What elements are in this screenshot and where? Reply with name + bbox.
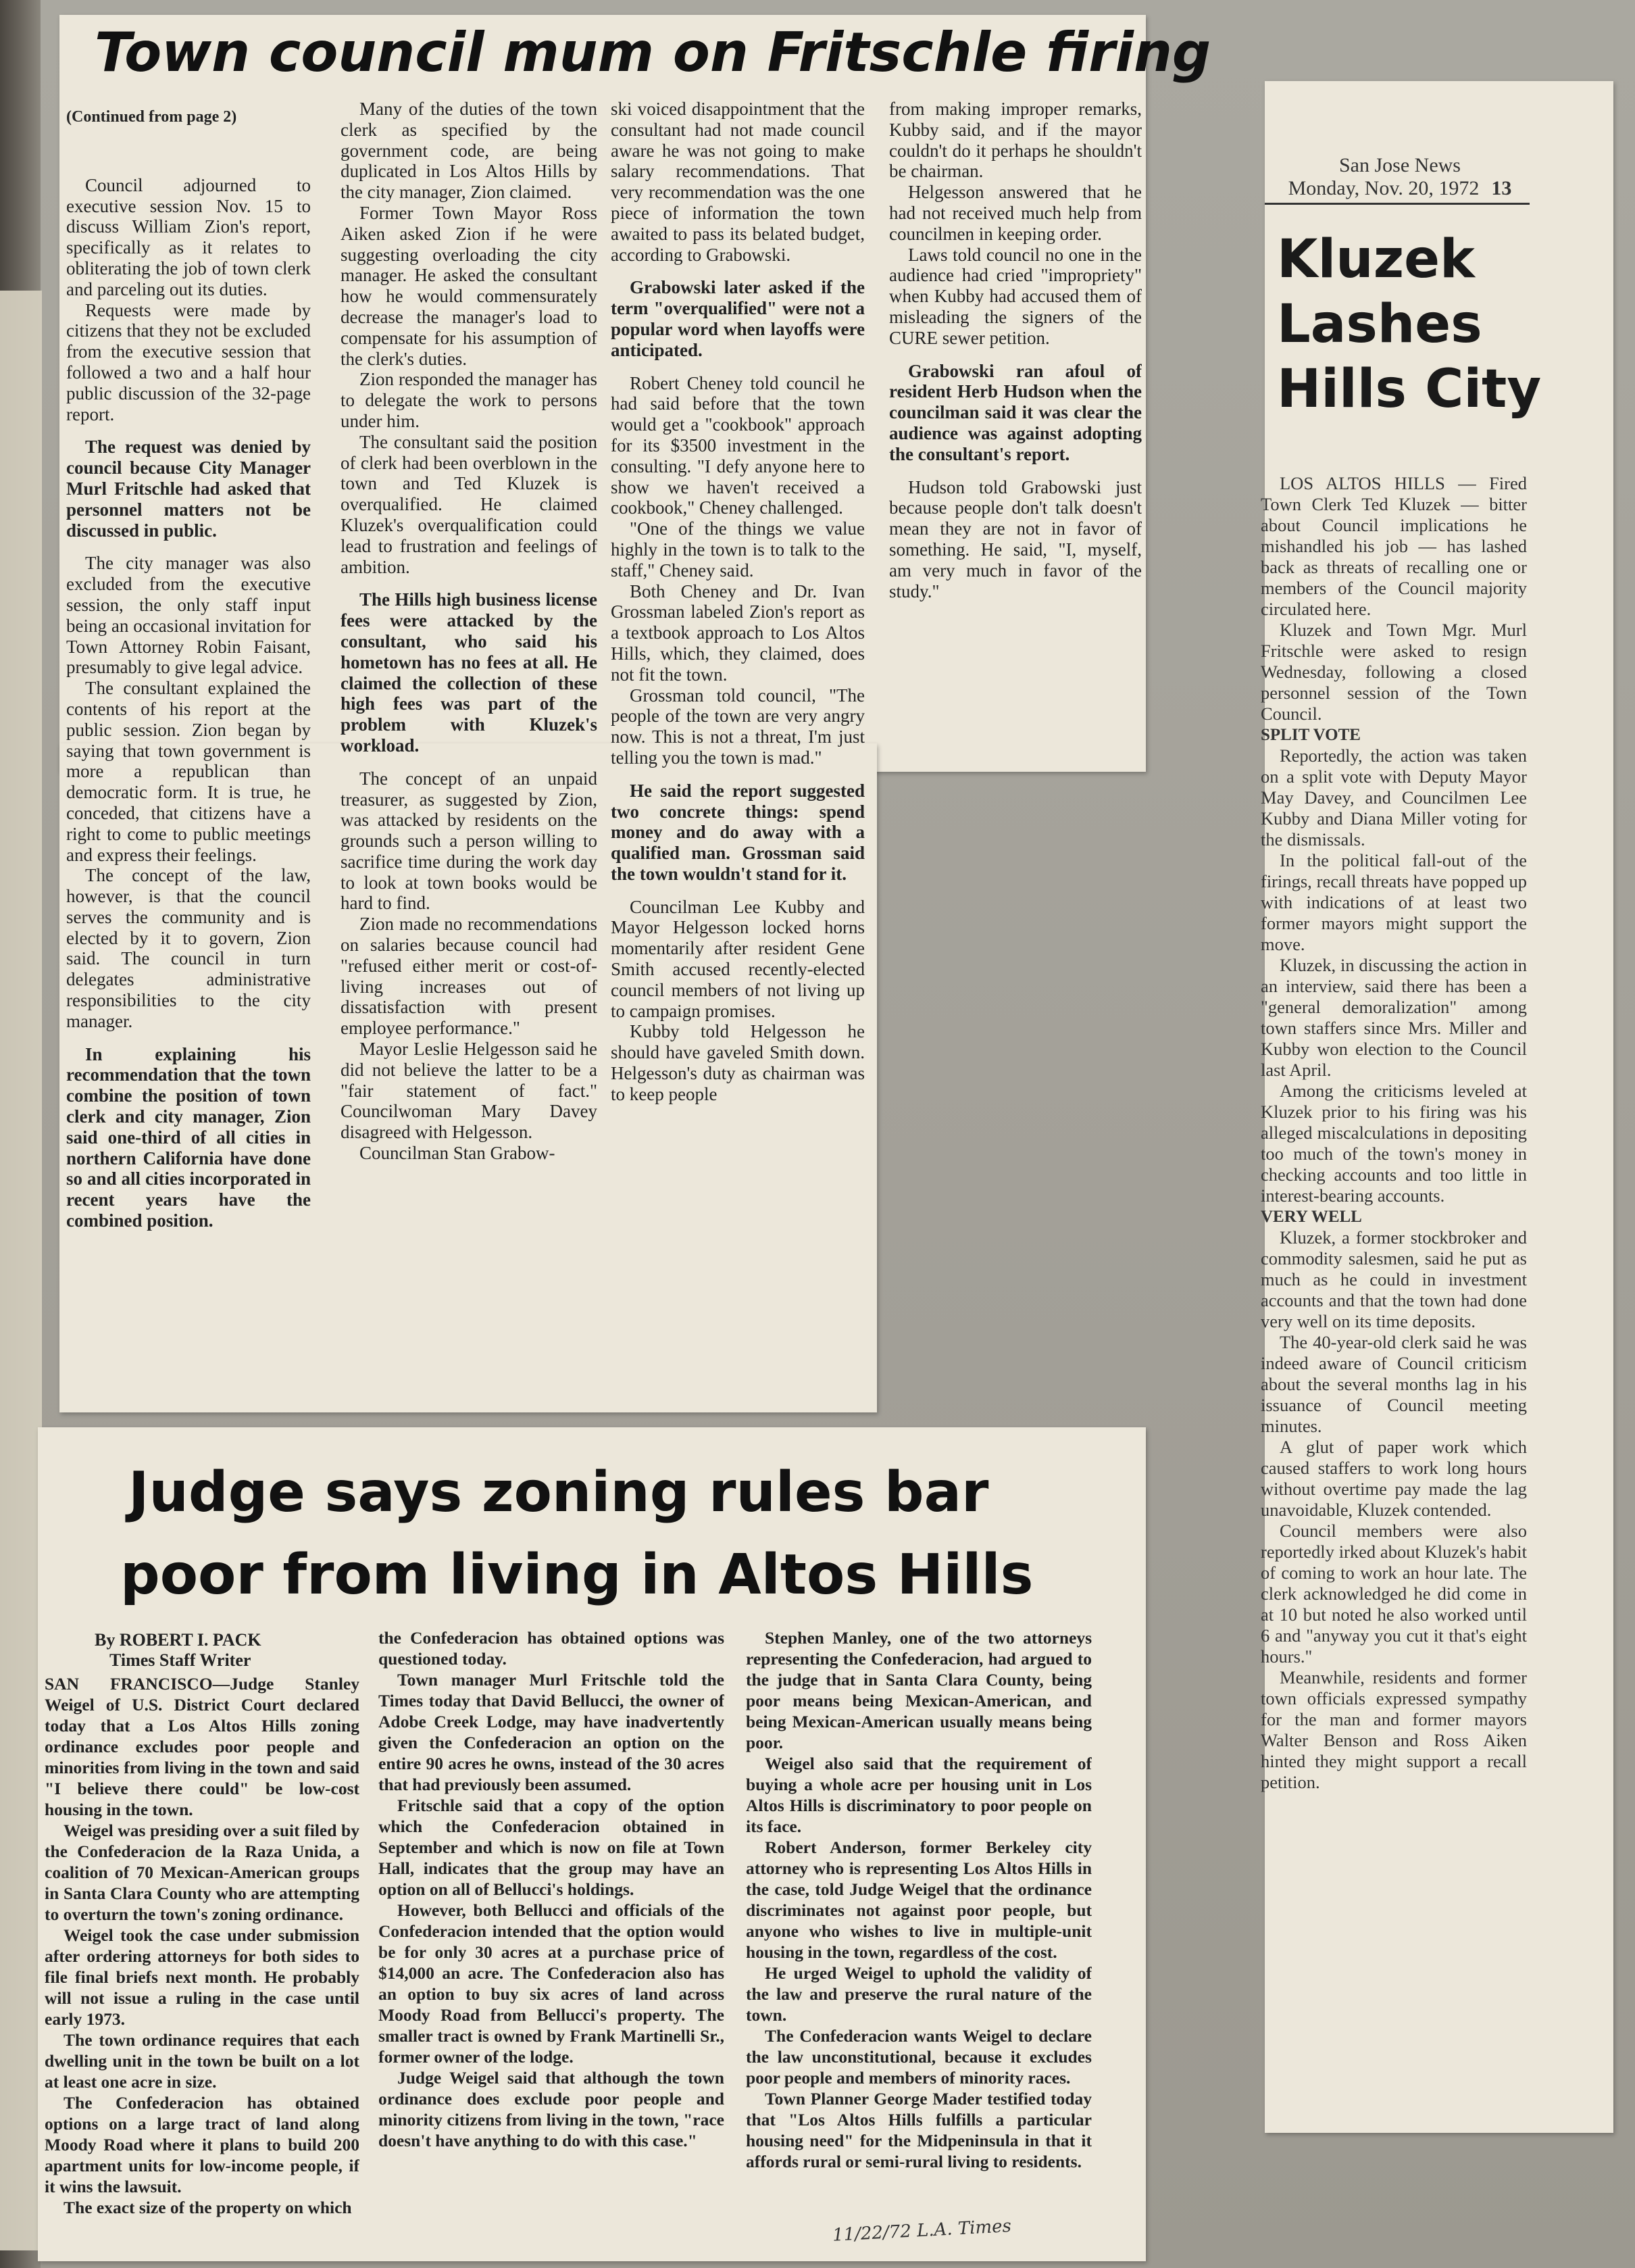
paragraph: In explaining his recommendation that the town combine the position of town clerk and city manager, Zion said one-third of all cities in northern California have done so and all cities incorporated in recent years have the combined position. [66,1043,311,1231]
paragraph: In the political fall-out of the firings, recall threats have popped up with indications of at least two former mayors might support the move. [1261,850,1527,954]
paragraph: Town manager Murl Fritschle told the Times today that David Bellucci, the owner of Adobe Creek Lodge, may have inadvertently given the Confederacion an option on the entire 90 acres he owns, instead of the 30 acres that had previously been assumed. [378,1670,724,1794]
paragraph: The concept of an unpaid treasurer, as suggested by Zion, was attacked by residents on the grounds such a person willing to sacrifice time during the work day to look at town books would be hard to find. [341,768,597,914]
sidebar-body-c [1261,1227,1527,1793]
paragraph: Councilman Lee Kubby and Mayor Helgesson locked horns momentarily after resident Gene Smith accused recently-elected council members of not living up to campaign promises. [611,896,865,1021]
paragraph: The request was denied by council because City Manager Murl Fritschle had asked that personnel matters not be discussed in public. [66,437,311,541]
handwritten-note: 11/22/72 L.A. Times [832,2216,1012,2246]
paragraph: Former Town Mayor Ross Aiken asked Zion if he were suggesting overloading the city manager. He asked the consultant how he would commensurately decrease the manager's load to compensate for his assumption of the clerk's duties. [341,202,597,369]
article-column-4 [889,99,1142,761]
paragraph: The 40-year-old clerk said he was indeed aware of Council criticism about the several months lag in his issuance of Council meeting minutes. [1261,1332,1527,1436]
column-body [746,1627,1092,2172]
paragraph: Zion responded the manager has to delegate the work to persons under him. [341,369,597,431]
article-headline: Town council mum on Fritschle firing [95,21,1211,84]
paragraph: The town ordinance requires that each dwelling unit in the town be built on a lot at least one acre in size. [45,2030,359,2092]
sidebar-body-a [1261,473,1527,724]
continued-note: (Continued from page 2) [66,108,237,126]
paragraph: Grossman told council, "The people of the town are very angry now. This is not a threat, I'm just telling you the town is mad." [611,685,865,768]
column-body [378,1627,724,2151]
column-body [66,175,311,1231]
newspaper-name: San Jose News [1339,154,1461,176]
adjacent-clipping-edge [0,291,42,2250]
bottom-headline-line: poor from living in Altos Hills [120,1543,1034,1607]
article-column-3 [611,99,865,1396]
sidebar-headline-line: Lashes [1277,294,1482,355]
paragraph: Hudson told Grabowski just because people don't talk doesn't mean they are not in favor of something. He said, "I, myself, am very much in favor of the study." [889,476,1142,601]
paragraph: Laws told council no one in the audience had cried "impropriety" when Kubby had accused them of misleading the signers of the CURE sewer petition. [889,244,1142,348]
paragraph: The Confederacion has obtained options on a large tract of land along Moody Road where it plans to build 200 apartment units for low-income people, if it wins the lawsuit. [45,2093,359,2196]
bottom-column-1 [45,1630,359,2238]
paragraph: Meanwhile, residents and former town officials expressed sympathy for the man and former mayors Walter Benson and Ross Aiken hinted they might support a recall petition. [1261,1667,1527,1792]
sidebar-headline-line: Hills City [1277,359,1542,420]
sidebar-body-b [1261,745,1527,1206]
paragraph: ski voiced disappointment that the consultant had not made council aware he was not going to make salary recommendations. That very recommendation was the one piece of information the town awaited to pass its belated budget, according to Grabowski. [611,99,865,265]
paragraph: LOS ALTOS HILLS — Fired Town Clerk Ted Kluzek — bitter about Council implications he mishandled his job — has lashed back as threats of recalling one or members of the Council majority circulated here. [1261,473,1527,619]
article-column-1 [66,107,311,1377]
paragraph: He said the report suggested two concrete things: spend money and do away with a qualified man. Grossman said the town wouldn't stand for it. [611,780,865,884]
paragraph: Kubby told Helgesson he should have gaveled Smith down. Helgesson's duty as chairman was to keep people [611,1021,865,1104]
paragraph: Judge Weigel said that although the town ordinance does exclude poor people and minority citizens from living in the town, "race doesn't have anything to do with this case." [378,2068,724,2150]
paragraph: Requests were made by citizens that they not be excluded from the executive session that followed a two and a half hour public discussion of the 32-page report. [66,299,311,424]
sidebar-column [1261,473,1527,2122]
column-body [889,99,1142,601]
paragraph: The Hills high business license fees were attacked by the consultant, who said his hometown has no fees at all. He claimed the collection of these high fees was part of the problem with Kluzek's workload. [341,589,597,756]
paragraph: A glut of paper work which caused staffers to work long hours without overtime pay made the lag unavoidable, Kluzek contended. [1261,1437,1527,1520]
paragraph: Town Planner George Mader testified today that "Los Altos Hills fulfills a particular housing need" for the Midpeninsula in that it affords rural or semi-rural living to residents. [746,2089,1092,2171]
bottom-column-3 [746,1627,1092,2236]
paragraph: The Confederacion wants Weigel to declare the law unconstitutional, because it excludes poor people and members of minority races. [746,2026,1092,2088]
paragraph: Zion made no recommendations on salaries because council had "refused either merit or cost-of-living increases out of dissatisfaction with present employee performance." [341,914,597,1039]
paragraph: The exact size of the property on which [64,2198,352,2217]
paragraph: from making improper remarks, Kubby said, and if the mayor couldn't do it perhaps he shouldn't be chairman. [889,99,1142,182]
byline-role: Times Staff Writer [109,1650,251,1670]
paragraph: Grabowski ran afoul of resident Herb Hudson when the councilman said it was clear the audience was against adopting the consultant's report. [889,360,1142,464]
paragraph: Councilman Stan Grabow- [359,1143,555,1164]
paragraph: However, both Bellucci and officials of the Confederacion intended that the option would be for only 30 acres at a purchase price of $14,000 an acre. The Confederacion also has an option to buy six acres of land across Moody Road from Bellucci's property. The smaller tract is owned by Frank Martinelli Sr., former owner of the lodge. [378,1900,724,2067]
paragraph: Reportedly, the action was taken on a split vote with Deputy Mayor May Davey, and Councilmen Lee Kubby and Diana Miller voting for the dismissals. [1261,745,1527,849]
bottom-column-2 [378,1627,724,2249]
column-body [45,1673,359,2218]
column-body [341,99,597,1164]
paragraph: Weigel also said that the requirement of buying a whole acre per housing unit in Los Altos Hills is discriminatory to poor people on its face. [746,1754,1092,1836]
column-body [611,99,865,1105]
page-number: 13 [1491,177,1512,199]
issue-date-line [1265,177,1535,200]
paragraph: Robert Cheney told council he had said before that the town would get a "cookbook" approach for its $3500 investment in the consulting. "I defy anyone here to show we haven't received a cookbook," Cheney challenged. [611,372,865,518]
article-column-2 [341,99,597,1383]
sidebar-subhead: VERY WELL [1261,1208,1362,1226]
paragraph: Both Cheney and Dr. Ivan Grossman labeled Zion's report as a textbook approach to Los Altos Hills, which, they claimed, does not fit the town. [611,581,865,685]
paragraph: Weigel was presiding over a suit filed by the Confederacion de la Raza Unida, a coalition of 70 Mexican-American groups in Santa Clara County who are attempting to overturn the town's zoning ordinance. [45,1821,359,1924]
paragraph: Council members were also reportedly irked about Kluzek's habit of coming to work an hour late. The clerk acknowledged he did come in at 10 but noted he also worked until 6 and "anyway you cut it that's eight hours." [1261,1521,1527,1667]
paragraph: Stephen Manley, one of the two attorneys representing the Confederacion, had argued to the judge that in Santa Clara County, being poor means being Mexican-American, and being Mexican-American usually means being poor. [746,1628,1092,1752]
paragraph: Many of the duties of the town clerk as specified by the government code, are being duplicated in Los Altos Hills by the city manager, Zion claimed. [341,99,597,203]
bottom-headline-line: Judge says zoning rules bar [128,1460,989,1525]
sidebar-headline [1277,227,1541,422]
paragraph: SAN FRANCISCO—Judge Stanley Weigel of U.S. District Court declared today that a Los Altos Hills zoning ordinance excludes poor people and minorities from living in the town and said "I believe there could" be low-cost housing in the town. [45,1674,359,1819]
issue-date: Monday, Nov. 20, 1972 [1288,177,1480,199]
paragraph: "One of the things we value highly in the town is to talk to the staff," Cheney said. [611,518,865,581]
paragraph: The city manager was also excluded from the executive session, the only staff input being an occasional invitation for Town Attorney Robin Faisant, presumably to give legal advice. [66,553,311,678]
paragraph: Council adjourned to executive session Nov. 15 to discuss William Zion's report, specifically as it relates to obliterating the job of town clerk and parceling out its duties. [66,174,311,299]
paragraph: Helgesson answered that he had not received much help from councilmen in keeping order. [889,182,1142,244]
paragraph: Weigel took the case under submission after ordering attorneys for both sides to file final briefs next month. He probably will not issue a ruling in the case until early 1973. [45,1925,359,2029]
masthead [1265,154,1535,200]
sidebar-headline-line: Kluzek [1277,229,1475,290]
bottom-article-headline [120,1452,1034,1617]
paragraph: the Confederacion has obtained options was questioned today. [378,1628,724,1669]
byline: By ROBERT I. PACK [95,1630,261,1650]
masthead-rule [1265,203,1530,205]
paragraph: Kluzek, a former stockbroker and commodity salesmen, said he put as much as he could in investment accounts and that the town had done very well on its time deposits. [1261,1227,1527,1331]
paragraph: Fritschle said that a copy of the option which the Confederacion obtained in September and which is now on file at Town Hall, indicates that the group may have an option on all of Bellucci's holdings. [378,1796,724,1899]
paragraph: The consultant explained the contents of his report at the public session. Zion began by saying that town government is more a republican than democratic form. It is true, he conceded, that citizens have a right to come to public meetings and express their feelings. [66,678,311,865]
paragraph: Mayor Leslie Helgesson said he did not believe the latter to be a "fair statement of fact." Councilwoman Mary Davey disagreed with Helgesson. [341,1039,597,1143]
paragraph: The consultant said the position of clerk had been overblown in the town and Ted Kluzek is overqualified. He claimed Kluzek's overqualification could lead to frustration and feelings of ambition. [341,431,597,577]
paragraph: Kluzek and Town Mgr. Murl Fritschle were asked to resign Wednesday, following a closed personnel session of the Town Council. [1261,620,1527,724]
paragraph: Kluzek, in discussing the action in an interview, said there has been a "general demoralization" among town staffers since Mrs. Miller and Kubby won election to the Council last April. [1261,955,1527,1080]
paragraph: The concept of the law, however, is that the council serves the community and is elected by it to govern, Zion said. The council in turn delegates administrative responsibilities to the city manager. [66,865,311,1031]
paragraph: Among the criticisms leveled at Kluzek prior to his firing was his alleged miscalculations in depositing too much of the town's money in checking accounts and too little in interest-bearing accounts. [1261,1081,1527,1206]
sidebar-subhead: SPLIT VOTE [1261,726,1361,744]
paragraph: Robert Anderson, former Berkeley city attorney who is representing Los Altos Hills in the case, told Judge Weigel that the ordinance discriminates not against poor people, but anyone who wishes to live in multiple-unit housing in the town, regardless of the cost. [746,1838,1092,1962]
paragraph: Grabowski later asked if the term "overqualified" were not a popular word when layoffs were anticipated. [611,277,865,360]
paragraph: He urged Weigel to uphold the validity of the law and preserve the rural nature of the town. [746,1963,1092,2025]
